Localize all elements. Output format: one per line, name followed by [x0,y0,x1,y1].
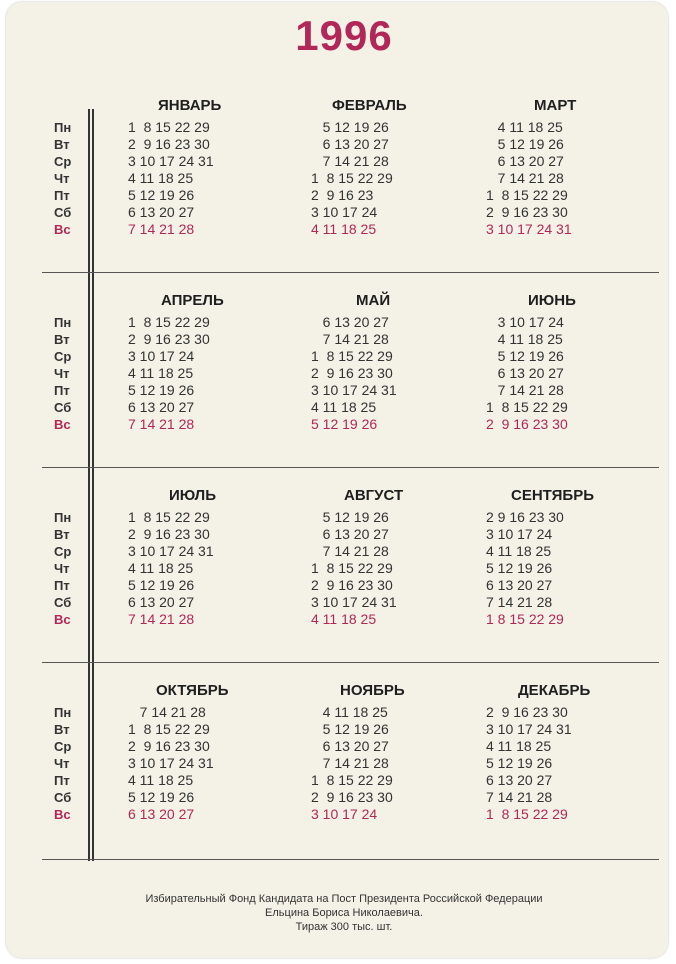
date-row: 2 9 16 23 30 [486,204,568,220]
date-row: 1 8 15 22 29 [128,721,210,737]
date-row: 6 13 20 27 [486,577,553,593]
date-row: 4 11 18 25 [486,543,552,559]
date-row: 6 13 20 27 [311,314,389,330]
day-label: Сб [54,400,72,415]
date-row: 2 9 16 23 30 [128,136,210,152]
date-row: 2 9 16 23 30 [486,509,564,525]
horizontal-divider [42,272,659,273]
date-row: 4 11 18 25 [311,704,388,720]
date-row: 7 14 21 28 [311,331,389,347]
day-label: Пт [54,773,70,788]
date-row: 5 12 19 26 [311,721,389,737]
day-label: Пн [54,705,72,720]
date-row: 1 8 15 22 29 [486,187,568,203]
month-name: ЯНВАРЬ [158,97,222,114]
date-row: 3 10 17 24 31 [311,594,397,610]
date-row: 7 14 21 28 [311,755,389,771]
date-row: 6 13 20 27 [311,526,389,542]
date-row: 5 12 19 26 [311,416,378,432]
date-row: 1 8 15 22 29 [128,119,210,135]
date-row: 3 10 17 24 31 [128,755,214,771]
date-row: 3 10 17 24 31 [486,221,572,237]
day-label: Ср [54,154,72,169]
day-label: Вс [54,417,71,432]
vertical-divider [92,109,94,861]
date-row: 5 12 19 26 [486,755,553,771]
date-row: 2 9 16 23 30 [128,526,210,542]
date-row: 6 13 20 27 [486,772,553,788]
date-row: 3 10 17 24 [128,348,195,364]
day-label: Вс [54,612,71,627]
horizontal-divider [42,662,659,663]
day-label: Чт [54,366,70,381]
date-row: 1 8 15 22 29 [486,611,564,627]
date-row: 6 13 20 27 [486,365,564,381]
day-label: Пн [54,510,72,525]
month-name: ДЕКАБРЬ [518,682,591,699]
date-row: 7 14 21 28 [486,789,553,805]
date-row: 3 10 17 24 [311,806,378,822]
date-row: 5 12 19 26 [128,382,195,398]
day-label: Ср [54,739,72,754]
horizontal-divider [42,467,659,468]
date-row: 5 12 19 26 [486,560,553,576]
date-row: 6 13 20 27 [486,153,564,169]
date-row: 4 11 18 25 [311,221,377,237]
date-row: 4 11 18 25 [311,611,377,627]
date-row: 4 11 18 25 [128,772,194,788]
date-row: 2 9 16 23 30 [311,789,393,805]
month-name: ИЮЛЬ [169,487,216,504]
day-label: Ср [54,349,72,364]
day-label: Пт [54,188,70,203]
date-row: 4 11 18 25 [486,738,552,754]
day-label: Чт [54,756,70,771]
date-row: 7 14 21 28 [128,704,206,720]
date-row: 6 13 20 27 [128,399,195,415]
date-row: 7 14 21 28 [128,221,195,237]
month-name: НОЯБРЬ [340,682,405,699]
date-row: 4 11 18 25 [486,119,563,135]
day-label: Пн [54,315,72,330]
day-label: Пт [54,578,70,593]
date-row: 6 13 20 27 [311,738,389,754]
date-row: 4 11 18 25 [128,170,194,186]
date-row: 1 8 15 22 29 [128,314,210,330]
day-label: Чт [54,171,70,186]
date-row: 6 13 20 27 [128,204,195,220]
date-row: 3 10 17 24 [486,526,553,542]
day-label: Вт [54,137,70,152]
day-label: Вс [54,807,71,822]
month-name: ОКТЯБРЬ [156,682,229,699]
date-row: 7 14 21 28 [128,611,195,627]
date-row: 2 9 16 23 30 [128,331,210,347]
month-name: МАРТ [534,97,577,114]
date-row: 7 14 21 28 [128,416,195,432]
vertical-divider [88,109,90,861]
date-row: 7 14 21 28 [311,543,389,559]
date-row: 2 9 16 23 30 [311,365,393,381]
date-row: 1 8 15 22 29 [311,348,393,364]
date-row: 1 8 15 22 29 [486,806,568,822]
date-row: 7 14 21 28 [486,594,553,610]
date-row: 2 9 16 23 30 [486,704,568,720]
date-row: 5 12 19 26 [128,187,195,203]
date-row: 2 9 16 23 30 [486,416,568,432]
day-label: Чт [54,561,70,576]
date-row: 6 13 20 27 [128,806,195,822]
date-row: 7 14 21 28 [486,170,564,186]
date-row: 7 14 21 28 [311,153,389,169]
footer-line-3: Тираж 300 тыс. шт. [295,921,393,933]
date-row: 5 12 19 26 [128,789,195,805]
day-label: Вт [54,527,70,542]
date-row: 2 9 16 23 30 [311,577,393,593]
month-name: СЕНТЯБРЬ [511,487,594,504]
horizontal-divider [42,859,659,860]
day-label: Сб [54,790,72,805]
month-name: ФЕВРАЛЬ [332,97,407,114]
month-name: ИЮНЬ [528,292,576,309]
date-row: 3 10 17 24 31 [311,382,397,398]
date-row: 3 10 17 24 31 [486,721,572,737]
date-row: 1 8 15 22 29 [311,170,393,186]
date-row: 2 9 16 23 30 [128,738,210,754]
footer-line-1: Избирательный Фонд Кандидата на Пост Президента Российской Федерации [145,893,543,905]
date-row: 2 9 16 23 [311,187,374,203]
date-row: 4 11 18 25 [128,365,194,381]
footer [6,892,676,934]
day-label: Сб [54,205,72,220]
day-label: Ср [54,544,72,559]
day-label: Вс [54,222,71,237]
date-row: 1 8 15 22 29 [128,509,210,525]
date-row: 3 10 17 24 31 [128,543,214,559]
date-row: 3 10 17 24 [486,314,564,330]
date-row: 1 8 15 22 29 [311,560,393,576]
date-row: 3 10 17 24 31 [128,153,214,169]
date-row: 5 12 19 26 [486,136,564,152]
date-row: 7 14 21 28 [486,382,564,398]
month-name: МАЙ [356,292,391,309]
month-name: АПРЕЛЬ [161,292,224,309]
calendar-card [6,2,668,958]
date-row: 4 11 18 25 [311,399,377,415]
day-label: Вт [54,722,70,737]
date-row: 5 12 19 26 [128,577,195,593]
date-row: 5 12 19 26 [311,509,389,525]
day-label: Сб [54,595,72,610]
month-name: АВГУСТ [344,487,404,504]
date-row: 1 8 15 22 29 [486,399,568,415]
date-row: 4 11 18 25 [128,560,194,576]
footer-line-2: Ельцина Бориса Николаевича. [265,907,423,919]
date-row: 6 13 20 27 [128,594,195,610]
day-label: Пт [54,383,70,398]
date-row: 1 8 15 22 29 [311,772,393,788]
day-label: Пн [54,120,72,135]
date-row: 5 12 19 26 [486,348,564,364]
date-row: 5 12 19 26 [311,119,389,135]
date-row: 4 11 18 25 [486,331,563,347]
year-title: 1996 [295,12,393,59]
date-row: 3 10 17 24 [311,204,378,220]
day-label: Вт [54,332,70,347]
date-row: 6 13 20 27 [311,136,389,152]
